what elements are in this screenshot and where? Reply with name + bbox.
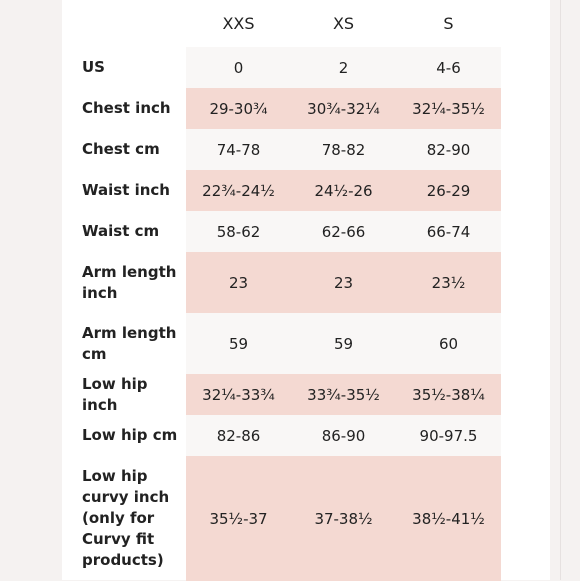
table-cell: 60 (396, 313, 501, 374)
table-row-chest-inch (62, 88, 550, 129)
table-cell: 29-30¾ (186, 88, 291, 129)
table-cell: 74-78 (186, 129, 291, 170)
table-cell: 4-6 (396, 47, 501, 88)
right-divider (560, 0, 561, 580)
row-label: Arm length cm (82, 323, 177, 363)
table-cell: 33¾-35½ (291, 374, 396, 415)
table-cell: 58-62 (186, 211, 291, 252)
table-cell: 59 (291, 313, 396, 374)
column-header-xxs: XXS (222, 14, 255, 33)
table-row-waist-inch (62, 170, 550, 211)
column-header-xs: XS (332, 14, 355, 33)
table-row-low-hip-curvy-inch (62, 456, 550, 581)
row-label: Low hip cm (82, 426, 178, 444)
row-label: Waist cm (82, 222, 160, 240)
row-label: Chest cm (82, 140, 160, 158)
row-label: Chest inch (82, 99, 171, 117)
row-label: Arm length inch (82, 262, 177, 302)
table-row-low-hip-cm (62, 415, 550, 456)
header-row (62, 0, 550, 47)
size-chart-table (62, 0, 550, 581)
table-cell: 22¾-24½ (186, 170, 291, 211)
table-cell: 78-82 (291, 129, 396, 170)
table-cell: 59 (186, 313, 291, 374)
row-label: Low hip curvy inch (only for Curvy fit products) (82, 467, 170, 569)
table-cell: 86-90 (291, 415, 396, 456)
column-header-s: S (443, 14, 454, 33)
header-blank (62, 0, 186, 47)
table-cell: 23 (186, 252, 291, 313)
right-margin (550, 0, 580, 580)
table-cell: 23½ (396, 252, 501, 313)
row-label: Waist inch (82, 181, 170, 199)
table-cell: 23 (291, 252, 396, 313)
table-cell: 35½-37 (186, 456, 291, 581)
table-cell: 24½-26 (291, 170, 396, 211)
table-cell: 32¼-33¾ (186, 374, 291, 415)
row-label: Low hip inch (82, 374, 148, 414)
table-cell: 30¾-32¼ (291, 88, 396, 129)
table-cell: 82-90 (396, 129, 501, 170)
table-cell: 38½-41½ (396, 456, 501, 581)
table-row-arm-length-cm (62, 313, 550, 374)
table-row-chest-cm (62, 129, 550, 170)
table-cell: 62-66 (291, 211, 396, 252)
table-cell: 82-86 (186, 415, 291, 456)
table-row-waist-cm (62, 211, 550, 252)
table-row-arm-length-inch (62, 252, 550, 313)
table-cell: 35½-38¼ (396, 374, 501, 415)
table-cell: 2 (291, 47, 396, 88)
table-cell: 26-29 (396, 170, 501, 211)
table-row-low-hip-inch (62, 374, 550, 415)
row-label: US (82, 58, 105, 76)
table-cell: 0 (186, 47, 291, 88)
table-cell: 37-38½ (291, 456, 396, 581)
table-row-us (62, 47, 550, 88)
table-cell: 32¼-35½ (396, 88, 501, 129)
table-cell: 66-74 (396, 211, 501, 252)
table-cell: 90-97.5 (396, 415, 501, 456)
